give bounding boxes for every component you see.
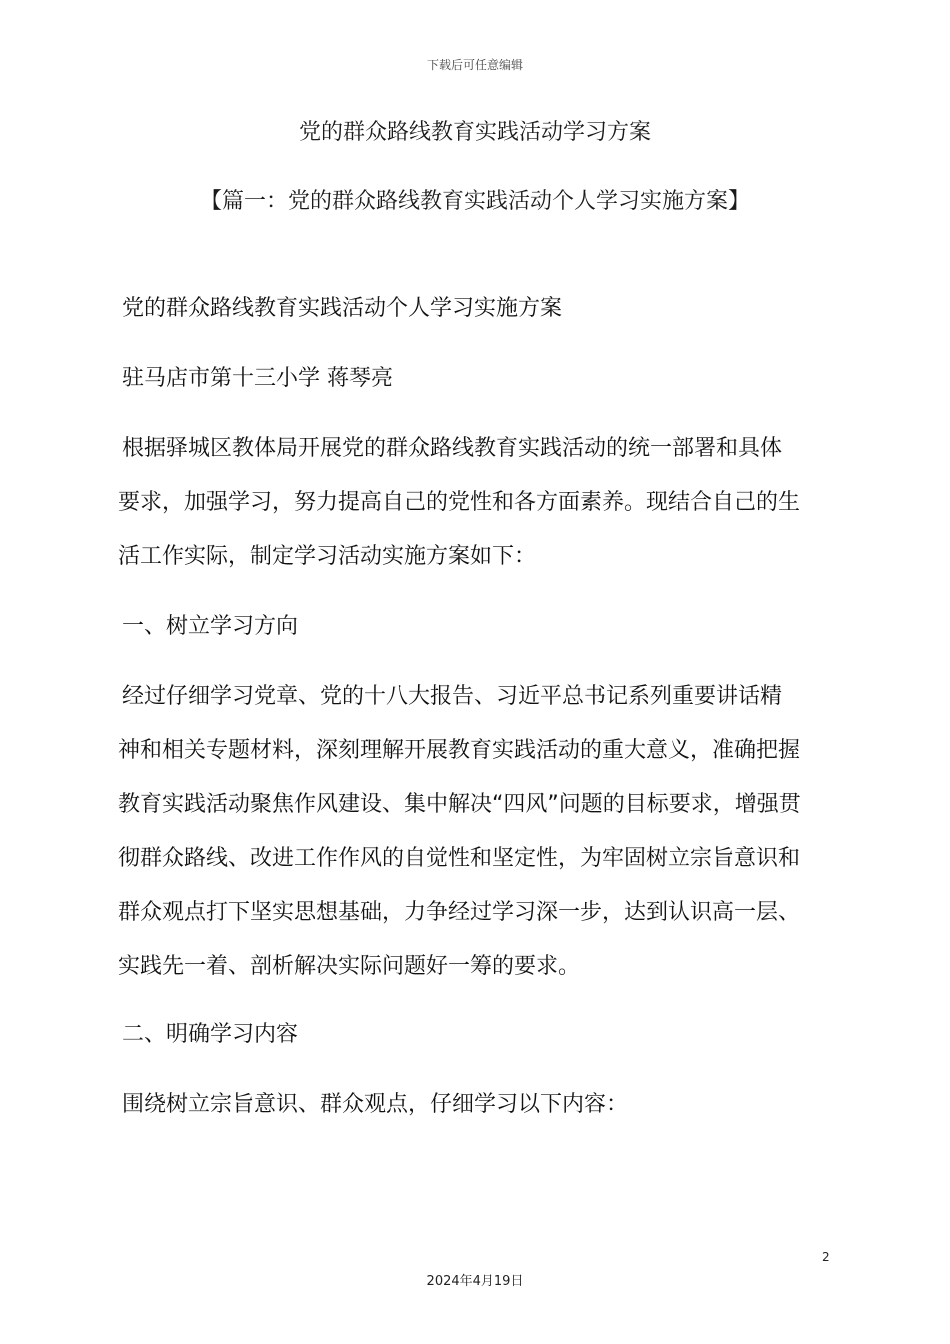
document-title: 党的群众路线教育实践活动学习方案 [298,120,651,145]
intro-line-2: 要求，加强学习，努力提高自己的党性和各方面素养。现结合自己的生 [118,490,801,515]
header-note: 下载后可任意编辑 [426,58,523,72]
intro-line-3: 活工作实际，制定学习活动实施方案如下： [118,544,537,569]
para1-line-5: 群众观点打下坚实思想基础，力争经过学习深一步，达到认识高一层、 [118,900,801,925]
heading-2: 二、明确学习内容 [122,1022,299,1047]
para1-line-1: 经过仔细学习党章、党的十八大报告、习近平总书记系列重要讲话精 [122,684,783,709]
page-number: 2 [822,1250,830,1264]
footer-date: 2024年4月19日 [426,1274,524,1289]
intro-line-1: 根据驿城区教体局开展党的群众路线教育实践活动的统一部署和具体 [122,436,783,461]
para1-line-4: 彻群众路线、改进工作作风的自觉性和坚定性，为牢固树立宗旨意识和 [118,846,801,871]
para1-line-2: 神和相关专题材料，深刻理解开展教育实践活动的重大意义，准确把握 [118,738,801,763]
para1-line-3: 教育实践活动聚焦作风建设、集中解决“四风”问题的目标要求，增强贯 [118,792,801,817]
para1-line-6: 实践先一着、剖析解决实际问题好一筹的要求。 [118,954,581,979]
heading-1: 一、树立学习方向 [122,614,299,639]
author-line: 驻马店市第十三小学 蒋琴亮 [122,366,393,391]
section-title: 【篇一：党的群众路线教育实践活动个人学习实施方案】 [199,189,750,214]
doc-heading: 党的群众路线教育实践活动个人学习实施方案 [122,296,563,321]
para2-line: 围绕树立宗旨意识、群众观点，仔细学习以下内容： [122,1092,629,1117]
